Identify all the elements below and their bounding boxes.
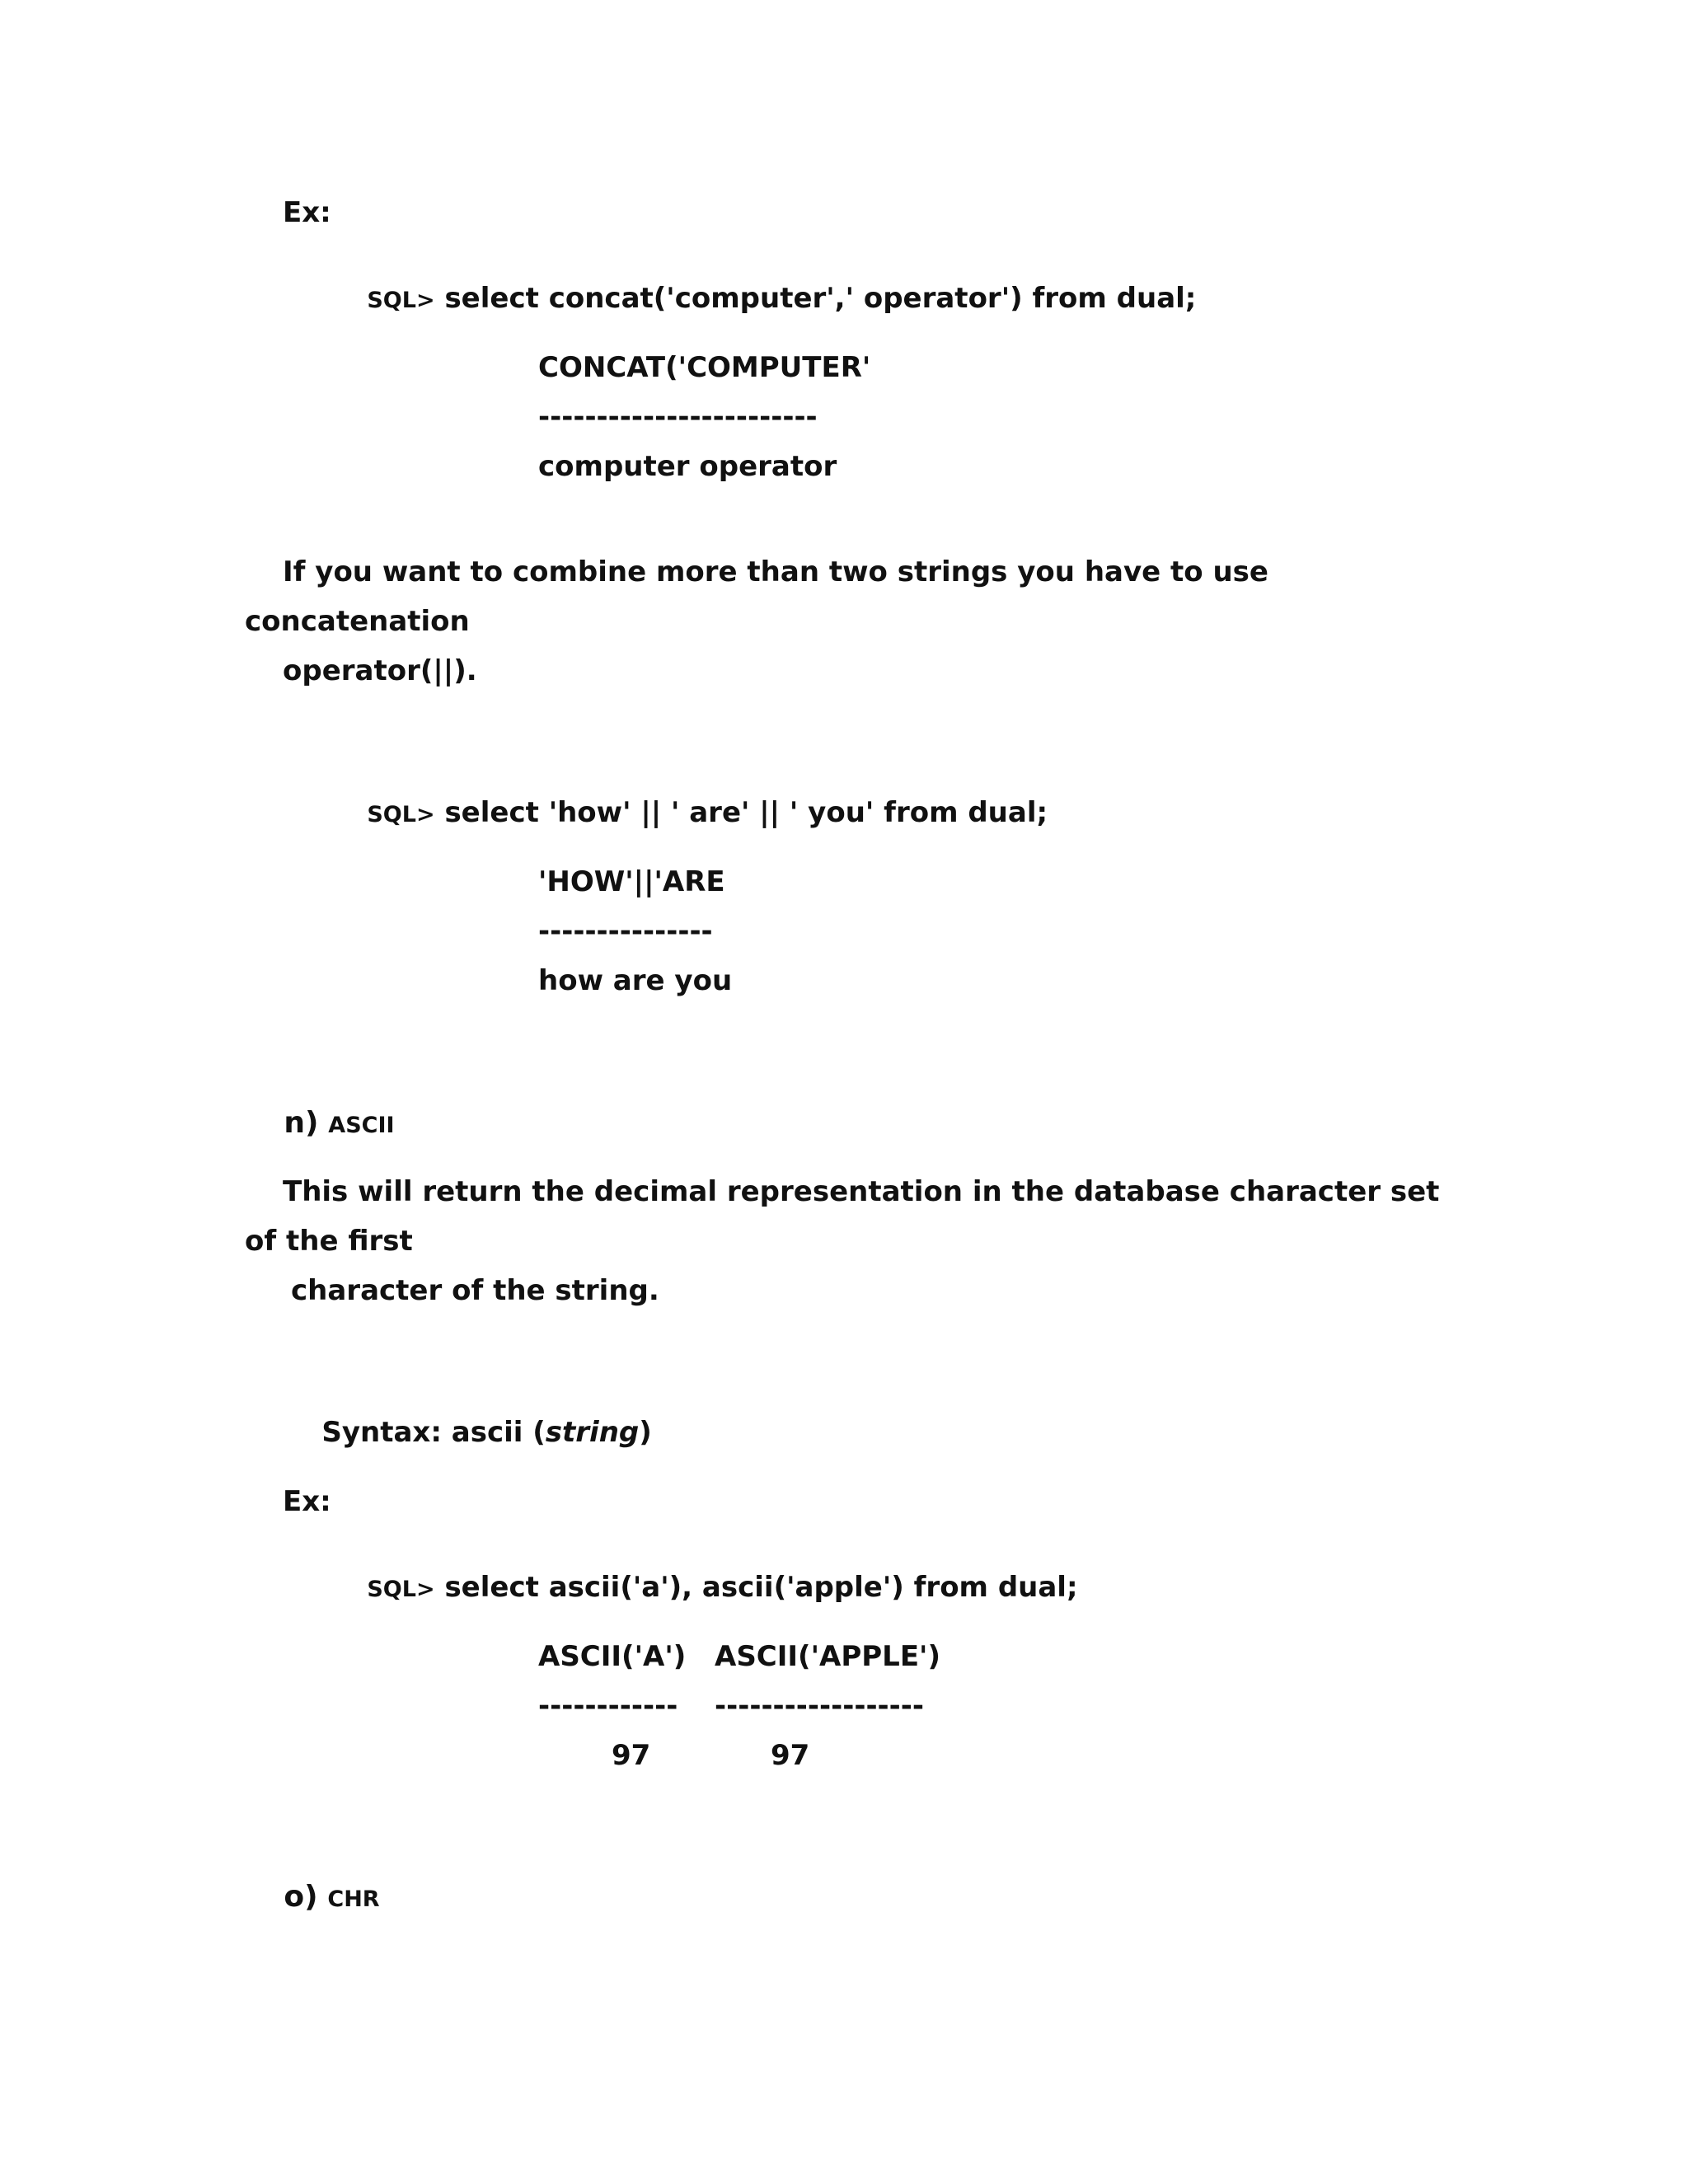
section-title: CHR — [327, 1886, 380, 1912]
sql-query: select ascii('a'), ascii('apple') from dual; — [444, 1571, 1078, 1604]
result-column-rule: --------------- — [538, 915, 713, 948]
section-letter: n) — [284, 1106, 319, 1140]
sql-prompt: SQL> — [367, 288, 435, 313]
paragraph-line: This will return the decimal representation in the database character set — [283, 1175, 1440, 1208]
sql-prompt: SQL> — [367, 802, 435, 827]
result-column-header: 'HOW'||'ARE — [538, 865, 725, 898]
sql-query: select concat('computer',' operator') from dual; — [444, 282, 1197, 315]
sql-prompt: SQL> — [367, 1577, 435, 1602]
result-column-rule: ------------------------ — [538, 401, 818, 434]
result-column-header-2: ASCII('APPLE') — [715, 1640, 940, 1673]
result-column-header: CONCAT('COMPUTER' — [538, 351, 871, 384]
section-letter: o) — [284, 1880, 318, 1914]
result-value-2: 97 — [771, 1739, 810, 1772]
example-label: Ex: — [283, 196, 331, 229]
paragraph-line: concatenation — [245, 605, 470, 638]
example-label: Ex: — [283, 1485, 331, 1518]
syntax-label: Syntax: ascii ( — [321, 1416, 546, 1449]
syntax-line — [283, 1378, 652, 1487]
paragraph-line: If you want to combine more than two strings you have to use — [283, 555, 1268, 588]
paragraph-line: character of the string. — [291, 1274, 659, 1307]
section-heading-chr — [245, 1843, 380, 1954]
result-value: how are you — [538, 964, 733, 997]
sql-statement — [328, 244, 1196, 355]
syntax-close: ) — [639, 1416, 652, 1449]
result-value-1: 97 — [612, 1739, 651, 1772]
result-value: computer operator — [538, 450, 837, 483]
paragraph-line: operator(||). — [283, 654, 477, 687]
result-column-rule-2: ------------------ — [715, 1690, 925, 1722]
result-column-header-1: ASCII('A') — [538, 1640, 687, 1673]
sql-statement — [328, 1533, 1078, 1644]
sql-query: select 'how' || ' are' || ' you' from dual; — [444, 796, 1048, 829]
section-title: ASCII — [328, 1113, 395, 1138]
sql-statement — [328, 758, 1048, 869]
syntax-argument: string — [545, 1416, 640, 1449]
result-column-rule-1: ------------ — [538, 1690, 678, 1722]
paragraph-line: of the first — [245, 1225, 413, 1258]
section-heading-ascii — [245, 1069, 395, 1180]
